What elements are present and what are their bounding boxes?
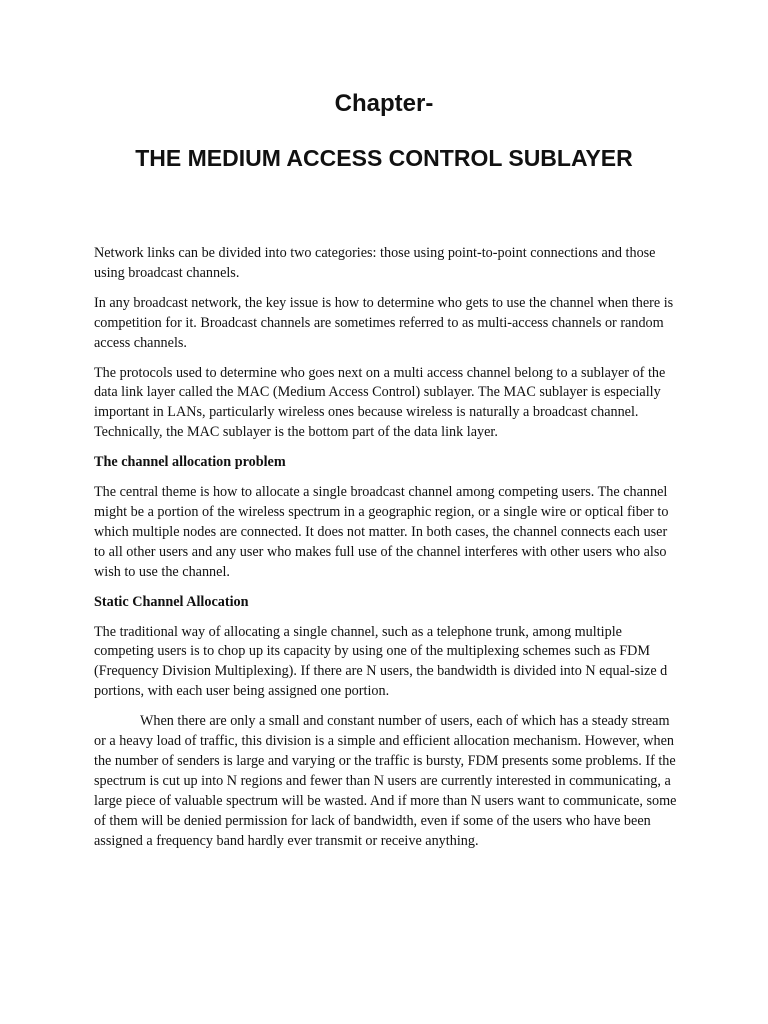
paragraph-protocols: The protocols used to determine who goes next on a multi access channel belong to a sublayer of the data link layer called the MAC (Medium Access Control) sublayer. The MAC sublayer is especially important in LANs, particularly wireless ones because wireless is naturally a broadcast channel. Technically, the MAC sublayer is the bottom part of the data link layer.	[94, 364, 666, 441]
chapter-title: THE MEDIUM ACCESS CONTROL SUBLAYER	[135, 145, 633, 171]
paragraph-fdm-problems: When there are only a small and constant number of users, each of which has a steady stream or a heavy load of traffic, this division is a simple and efficient allocation mechanism. However, when the number of senders is large and varying or the traffic is bursty, FDM presents some problems. If the spectrum is cut up into N regions and fewer than N users are currently interested in communicating, a large piece of valuable spectrum will be wasted. And if more than N users want to communicate, some of them will be denied permission for lack of bandwidth, even if some of the users who have been assigned a frequency band hardly ever transmit or receive anything.	[94, 713, 677, 849]
paragraph-central-theme: The central theme is how to allocate a single broadcast channel among competing users. The channel might be a portion of the wireless spectrum in a geographic region, or a single wire or optical fiber to which multiple nodes are connected. It does not matter. In both cases, the channel connects each user to all other users and any user who makes full use of the channel interferes with other users who also wish to use the channel.	[94, 484, 669, 580]
paragraph-intro: Network links can be divided into two categories: those using point-to-point connections and those using broadcast channels.	[94, 245, 656, 281]
document-body	[94, 244, 678, 861]
paragraph-traditional-way: The traditional way of allocating a single channel, such as a telephone trunk, among multiple competing users is to chop up its capacity by using one of the multiplexing schemes such as FDM (Frequency Division Multiplexing). If there are N users, the bandwidth is divided into N equal-size d portions, with each user being assigned one portion.	[94, 623, 668, 700]
chapter-label: Chapter-	[334, 90, 434, 117]
section-heading-static-allocation: Static Channel Allocation	[94, 593, 249, 610]
section-heading-channel-allocation: The channel allocation problem	[94, 454, 286, 471]
paragraph-broadcast: In any broadcast network, the key issue is how to determine who gets to use the channel when there is competition for it. Broadcast channels are sometimes referred to as multi-access channels or random access channels.	[94, 294, 674, 351]
